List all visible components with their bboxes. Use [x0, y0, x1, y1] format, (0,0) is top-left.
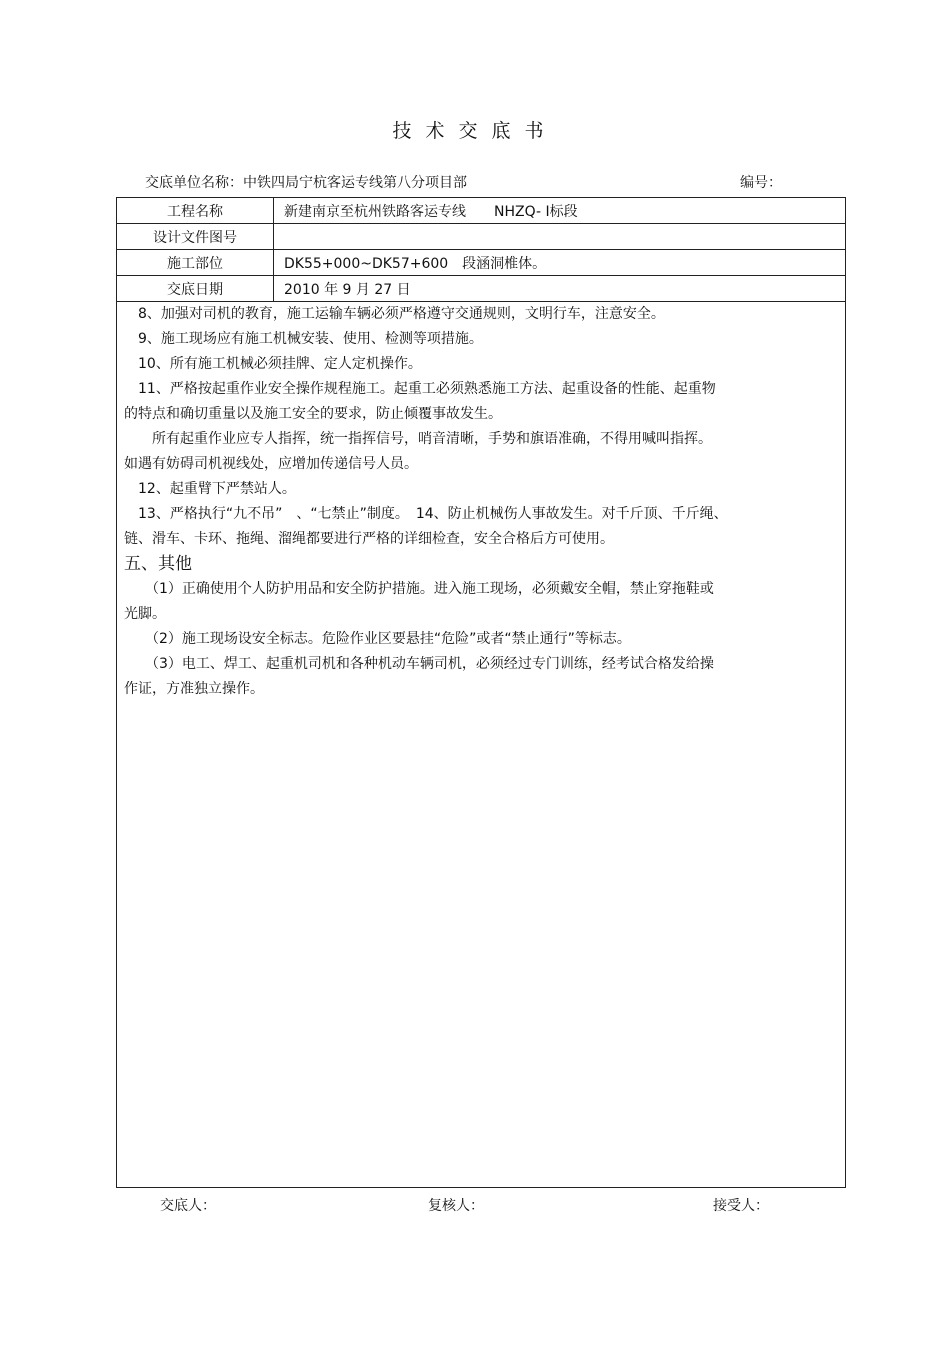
- content-line: 10、所有施工机械必须挂牌、定人定机操作。: [124, 356, 422, 372]
- content-line: 所有起重作业应专人指挥，统一指挥信号，哨音清晰，手势和旗语准确，不得用喊叫指挥。: [124, 431, 712, 447]
- label-drawing-number: 设计文件图号: [117, 224, 274, 250]
- content-line: 8、加强对司机的教育，施工运输车辆必须严格遵守交通规则，文明行车，注意安全。: [124, 306, 665, 322]
- disclosure-frame: [116, 197, 846, 1188]
- label-project-name: 工程名称: [117, 198, 274, 224]
- value-construction-site: DK55+000~DK57+600 段涵洞椎体。: [274, 250, 846, 276]
- content-line: （1）正确使用个人防护用品和安全防护措施。进入施工现场，必须戴安全帽，禁止穿拖鞋或: [124, 581, 714, 597]
- table-row: [117, 198, 845, 224]
- content-line: 的特点和确切重量以及施工安全的要求，防止倾覆事故发生。: [124, 406, 502, 422]
- receiver-signature: 接受人：: [713, 1198, 769, 1214]
- content-line: （3）电工、焊工、起重机司机和各种机动车辆司机，必须经过专门训练，经考试合格发给操: [124, 656, 714, 672]
- value-drawing-number: [274, 224, 846, 250]
- content-line: 9、施工现场应有施工机械安装、使用、检测等项措施。: [124, 331, 483, 347]
- content-line: （2）施工现场设安全标志。危险作业区要悬挂“危险”或者“禁止通行”等标志。: [124, 631, 631, 647]
- content-line: 链、滑车、卡环、拖绳、溜绳都要进行严格的详细检查，安全合格后方可使用。: [124, 531, 614, 547]
- content-line: 12、起重臂下严禁站人。: [124, 481, 296, 497]
- info-table: [117, 198, 845, 302]
- value-project-name: 新建南京至杭州铁路客运专线 NHZQ- Ⅰ标段: [274, 198, 846, 224]
- discloser-signature: 交底人：: [160, 1198, 216, 1214]
- document-title: 技术交底书: [392, 120, 558, 142]
- label-disclosure-date: 交底日期: [117, 276, 274, 302]
- content-line: 13、严格执行“九不吊” 、“七禁止”制度。 14、防止机械伤人事故发生。对千斤顶、千斤绳、: [124, 506, 728, 522]
- table-row: [117, 276, 845, 302]
- content-line: 作证，方准独立操作。: [124, 681, 264, 697]
- section-title: 五、其他: [124, 554, 192, 574]
- serial-number-label: 编号：: [740, 175, 782, 191]
- content-line: 如遇有妨碍司机视线处，应增加传递信号人员。: [124, 456, 418, 472]
- table-row: [117, 224, 845, 250]
- content-line: 11、严格按起重作业安全操作规程施工。起重工必须熟悉施工方法、起重设备的性能、起重物: [124, 381, 716, 397]
- unit-name-line: 交底单位名称：中铁四局宁杭客运专线第八分项目部: [145, 175, 467, 191]
- label-construction-site: 施工部位: [117, 250, 274, 276]
- table-row: [117, 250, 845, 276]
- content-line: 光脚。: [124, 606, 166, 622]
- value-disclosure-date: 2010 年 9 月 27 日: [274, 276, 846, 302]
- reviewer-signature: 复核人：: [428, 1198, 484, 1214]
